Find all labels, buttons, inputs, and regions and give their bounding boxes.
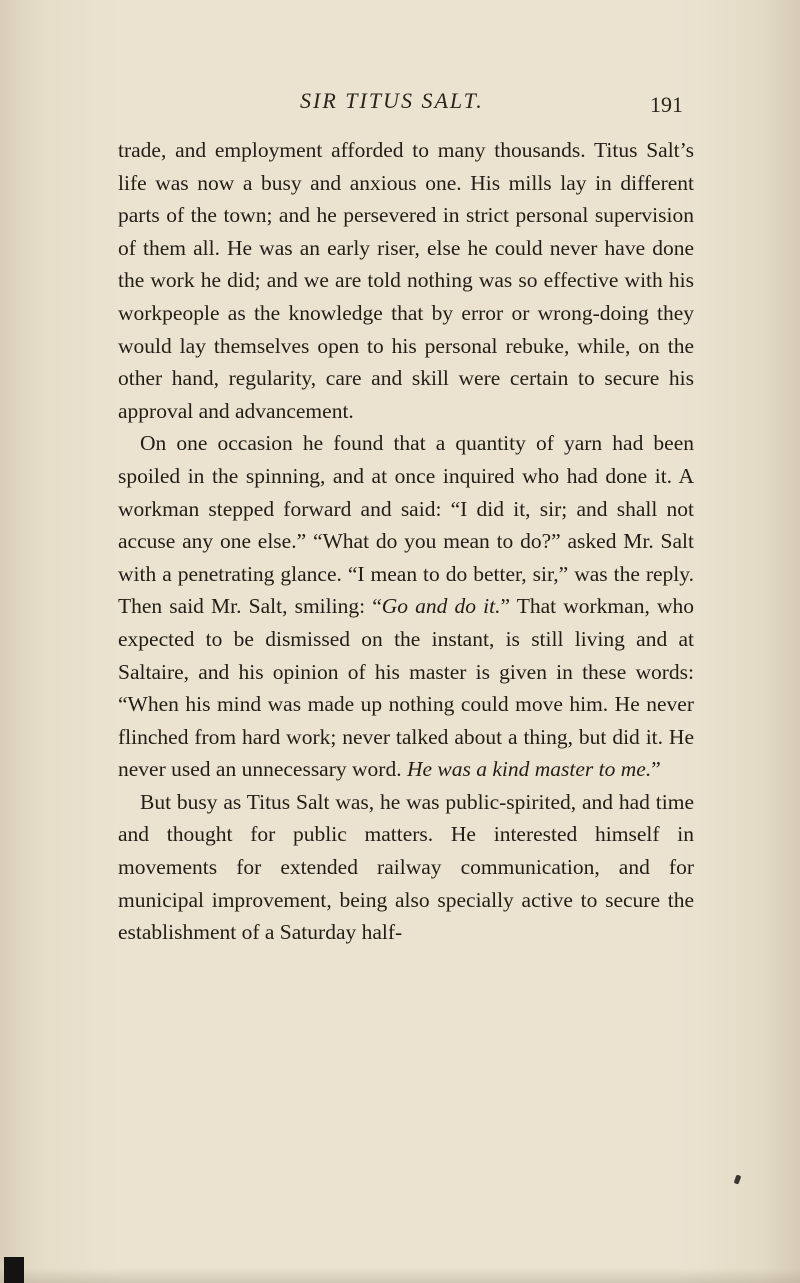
paragraph-2-text-b: ” That workman, who expected to be dismissed on the instant, is still living and at Saltaire, and his opinion of his master is given in these words: “When his mind was made up nothing could move him. He never flinched from hard work; never talked about a thing, but did it. He never used an unnecessary word. <box>118 594 694 782</box>
paragraph-2-text-a: On one occasion he found that a quantity of yarn had been spoiled in the spinning, and at once inquired who had done it. A workman stepped forward and said: “I did it, sir; and shall not accuse any one else.” “What do you mean to do?” asked Mr. Salt with a penetrating glance. “I mean to do better, sir,” was the reply. Then said Mr. Salt, smiling: “ <box>118 431 694 619</box>
body-text <box>118 134 694 949</box>
running-header <box>0 88 800 122</box>
running-title: SIR TITUS SALT. <box>300 88 484 113</box>
scan-corner-mark <box>4 1257 24 1283</box>
paragraph-2 <box>118 427 694 786</box>
quote-kind-master: He was a kind master to me. <box>406 757 652 782</box>
paragraph-3: But busy as Titus Salt was, he was public-spirited, and had time and thought for public matters. He interested himself in movements for extended railway communication, and for municipal improvement, being also specially active to secure the establishment of a Saturday half- <box>118 789 694 945</box>
ink-speck <box>734 1174 742 1184</box>
quote-go-and-do-it: Go and do it. <box>381 594 501 619</box>
page-edge-shadow <box>0 1268 800 1283</box>
paragraph-2-text-c: ” <box>651 757 661 782</box>
paragraph-1: trade, and employment afforded to many thousands. Titus Salt’s life was now a busy and anxious one. His mills lay in different parts of the town; and he persevered in strict personal supervision of them all. He was an early riser, else he could never have done the work he did; and we are told nothing was so effective with his workpeople as the knowledge that by error or wrong-doing they would lay themselves open to his personal rebuke, while, on the other hand, regularity, care and skill were certain to secure his approval and advancement. <box>118 138 694 423</box>
page-number: 191 <box>650 92 683 117</box>
